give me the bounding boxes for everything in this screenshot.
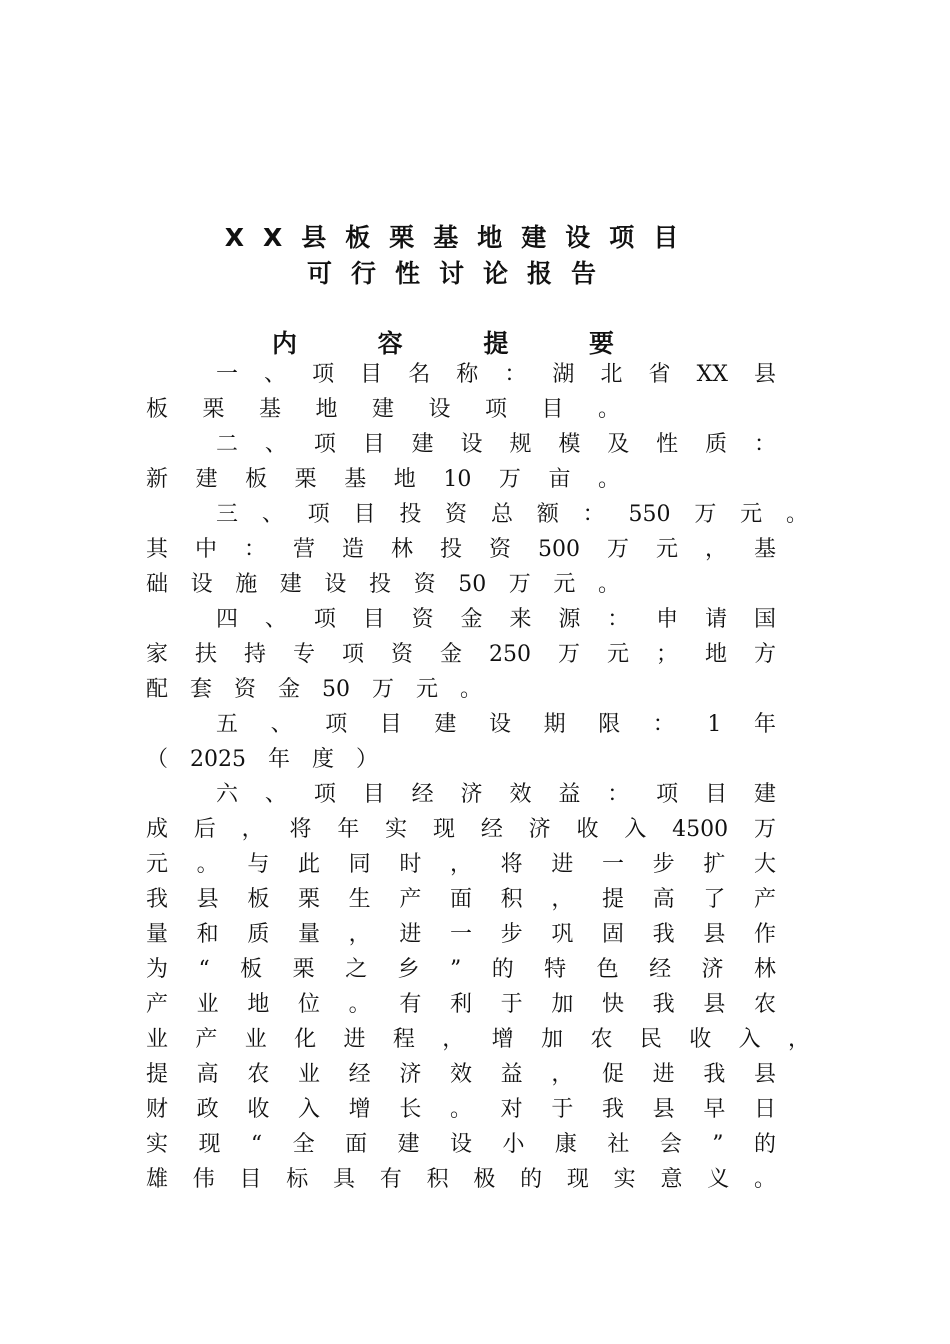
body-line: 五、项目建设期限：1年 [216, 712, 776, 737]
body-line: 二、项目建设规模及性质： [216, 432, 776, 457]
report-title-line-1: XX县板栗基地建设项目 [224, 223, 698, 252]
body-line: 配套资金50万元。 [146, 677, 482, 702]
body-line: 础设施建设投资50万元。 [146, 572, 620, 597]
body-line: 业产业化进程，增加农民收入， [146, 1027, 810, 1052]
body-line: 量和质量，进一步巩固我县作 [146, 922, 776, 947]
body-line: 产业地位。有利于加快我县农 [146, 992, 776, 1017]
body-line: （2025年度） [146, 747, 378, 772]
body-line: 家扶持专项资金250万元；地方 [146, 642, 776, 667]
body-line: 我县板栗生产面积，提高了产 [146, 887, 776, 912]
body-line: 其中：营造林投资500万元，基 [146, 537, 776, 562]
body-line: 新建板栗基地10万亩。 [146, 467, 620, 492]
body-line: 元。与此同时，将进一步扩大 [146, 852, 776, 877]
body-line: 提高农业经济效益，促进我县 [146, 1062, 776, 1087]
body-line: 成后，将年实现经济收入4500万 [146, 817, 776, 842]
body-line: 一、项目名称：湖北省XX县 [216, 362, 776, 387]
report-title-line-2: 可行性讨论报告 [306, 259, 615, 288]
body-line: 板栗基地建设项目。 [146, 397, 620, 422]
body-line: 雄伟目标具有积极的现实意义。 [146, 1167, 776, 1192]
section-heading: 内 容 提 要 [271, 329, 651, 358]
body-line: 实现“全面建设小康社会”的 [146, 1132, 776, 1157]
body-line: 六、项目经济效益：项目建 [216, 782, 776, 807]
body-line: 四、项目资金来源：申请国 [216, 607, 776, 632]
body-line: 财政收入增长。对于我县早日 [146, 1097, 776, 1122]
body-line: 为“板栗之乡”的特色经济林 [146, 957, 776, 982]
body-line: 三、项目投资总额：550万元。 [216, 502, 808, 527]
